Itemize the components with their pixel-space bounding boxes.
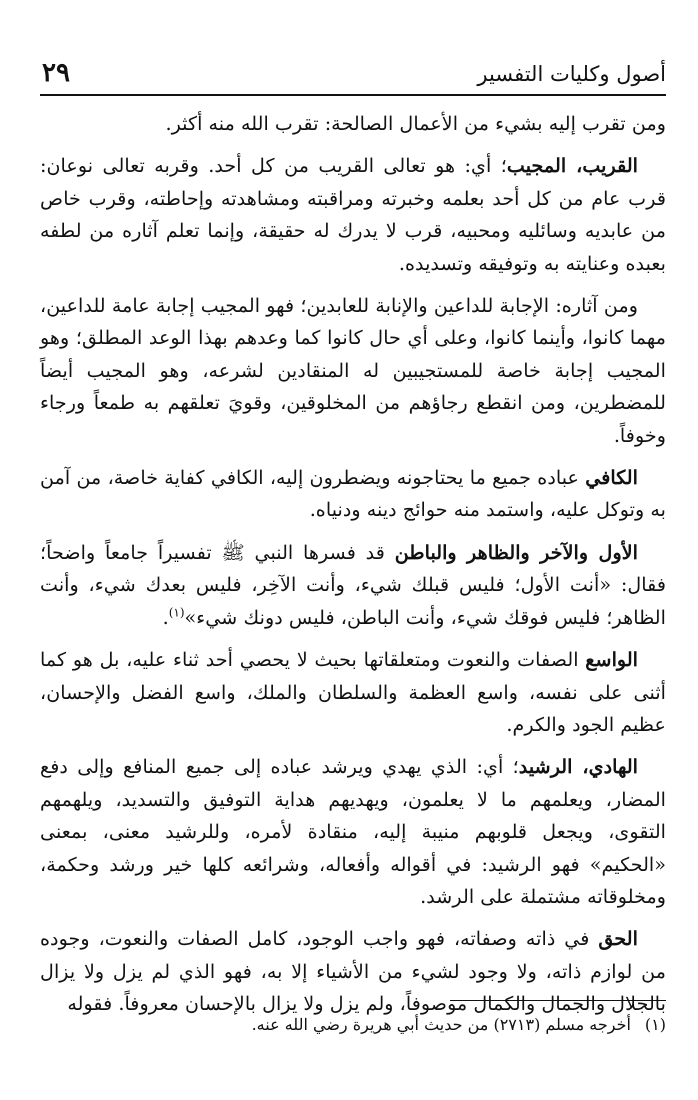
- footnote-reference[interactable]: (١): [168, 605, 185, 620]
- paragraph-text: ومن آثاره: الإجابة للداعين والإنابة للعابدين؛ فهو المجيب إجابة عامة للداعين، مهما كانوا، وأينما كانوا، وعلى أي حال كانوا كما وعدهم بهذا الوعد المطلق؛ وهو المجيب إجابة خاصة للمستجيبين له المنقادين لشرعه، وهو المجيب أيضاً للمضطرين، ومن انقطع رجاؤهم من المخلوقين، وقويَ تعلقهم به طمعاً ورجاء وخوفاً.: [40, 294, 666, 447]
- paragraph-text: قد فسرها النبي ﷺ تفسيراً جامعاً واضحاً؛ فقال: «أنت الأول؛ فليس قبلك شيء، وأنت الآخِر، فليس بعدك شيء، وأنت الظاهر؛ فليس فوقك شيء، وأنت الباطن، فليس دونك شيء»: [40, 540, 666, 629]
- paragraph-text: ومن تقرب إليه بشيء من الأعمال الصالحة: تقرب الله منه أكثر.: [165, 112, 666, 135]
- paragraph-qarib-mujib: [40, 150, 666, 280]
- running-title: أصول وكليات التفسير: [477, 62, 666, 86]
- paragraph-intro: [40, 108, 666, 140]
- footnote-marker: (١): [644, 1015, 666, 1034]
- paragraph-wasi: [40, 644, 666, 741]
- divine-name-term: الهادي، الرشيد: [518, 755, 639, 779]
- paragraph-text: في ذاته وصفاته، فهو واجب الوجود، كامل الصفات والنعوت، وجوده من لوازم ذاته، ولا وجود لشيء من الأشياء إلا به، فهو الذي لم يزل ولا يزال بالجلال والجمال والكمال موصوفاً، ولم يزل ولا يزال بالإحسان معروفاً. فقوله: [40, 927, 666, 1016]
- paragraph-text-end: .: [162, 605, 169, 629]
- footnote: [40, 1012, 666, 1038]
- footnote-divider: [450, 1000, 666, 1001]
- paragraph-hadi-rashid: [40, 751, 666, 913]
- divine-name-term: الواسع: [585, 648, 638, 672]
- paragraph-text: عباده جميع ما يحتاجونه ويضطرون إليه، الكافي كفاية خاصة، من آمن به وتوكل عليه، واستمد منه حوائج دينه ودنياه.: [40, 466, 666, 522]
- page-header: [40, 54, 666, 96]
- divine-name-term: الحق: [598, 927, 638, 951]
- paragraph-kafi: [40, 462, 666, 527]
- divine-name-term: الكافي: [585, 466, 638, 490]
- paragraph-athar: [40, 290, 666, 452]
- paragraph-text: ؛ أي: الذي يهدي ويرشد عباده إلى جميع المنافع وإلى دفع المضار، ويعلمهم ما لا يعلمون، ويهديهم هداية التوفيق والتسديد، ويلهمهم التقوى، ويجعل قلوبهم منيبة إليه، منقادة لأمره، وللرشيد معنى، بمعنى «الحكيم» فهو الرشيد: في أقواله وأفعاله، وشرائعه كلها خير ورشد وحكمة، ومخلوقاته مشتملة على الرشد.: [40, 755, 666, 908]
- divine-name-term: الأول والآخر والظاهر والباطن: [394, 540, 639, 564]
- footnote-text: أخرجه مسلم (٢٧١٣) من حديث أبي هريرة رضي الله عنه.: [251, 1015, 631, 1034]
- paragraph-text: ؛ أي: هو تعالى القريب من كل أحد. وقربه تعالى نوعان: قرب عام من كل أحد بعلمه وخبرته ومراقبته ومشاهدته وإحاطته، وقرب خاص من عابديه وسائليه ومحبيه، قرب لا يدرك له حقيقة، وإنما تعلم آثاره من لطفه بعبده وعنايته به وتوفيقه وتسديده.: [40, 154, 666, 275]
- page-number: ٢٩: [42, 58, 70, 88]
- paragraph-haqq: [40, 923, 666, 1020]
- body-text: [40, 108, 666, 1031]
- paragraph-text: الصفات والنعوت ومتعلقاتها بحيث لا يحصي أحد ثناء عليه، بل هو كما أثنى على نفسه، واسع العظمة والسلطان والملك، واسع الفضل والإحسان، عظيم الجود والكرم.: [40, 648, 666, 736]
- divine-name-term: القريب، المجيب: [506, 154, 638, 178]
- paragraph-awwal-akhir: [40, 537, 666, 634]
